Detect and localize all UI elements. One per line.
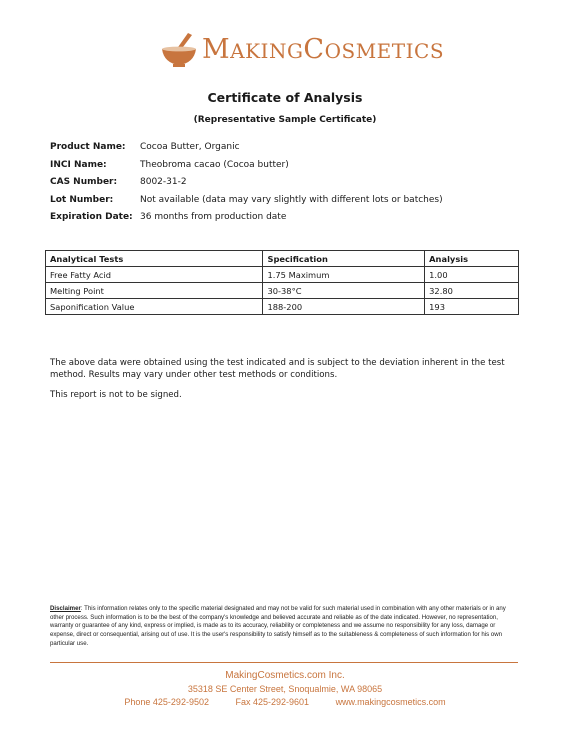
disclaimer (50, 605, 520, 649)
info-label: Expiration Date: (50, 212, 133, 222)
document-title: Certificate of Analysis (207, 90, 363, 105)
disclaimer-label: Disclaimer (50, 605, 81, 612)
footer-phone: Phone 425-292-9502 (124, 697, 209, 707)
info-row-product-name (50, 142, 443, 160)
table-cell: Melting Point (46, 283, 263, 299)
info-value: 36 months from production date (140, 212, 287, 222)
column-header: Analysis (425, 251, 519, 267)
footer-company: MakingCosmetics.com Inc. (225, 670, 345, 681)
info-value: Theobroma cacao (Cocoa butter) (140, 159, 289, 170)
table-cell: 193 (425, 299, 519, 315)
mortar-pestle-icon (158, 29, 200, 69)
table-row (46, 267, 519, 283)
info-label: Product Name: (50, 142, 126, 152)
info-label: Lot Number: (50, 194, 114, 205)
info-value: Cocoa Butter, Organic (140, 142, 240, 152)
info-label: INCI Name: (50, 159, 107, 170)
table-cell: 32.80 (425, 283, 519, 299)
company-logo (158, 28, 445, 70)
table-row (46, 283, 519, 299)
footer-fax: Fax 425-292-9601 (235, 697, 310, 707)
info-row-inci-name (50, 160, 443, 178)
document-subtitle: (Representative Sample Certificate) (193, 115, 377, 125)
table-header-row (46, 251, 519, 267)
table-cell: Saponification Value (46, 299, 263, 315)
info-row-expiration-date (50, 212, 443, 230)
notes-paragraph: The above data were obtained using the test indicated and is subject to the deviation inherent in the test method. Results may vary under other test methods or conditions. (50, 358, 505, 380)
table-row (46, 299, 519, 315)
info-label: CAS Number: (50, 177, 118, 187)
table-cell: 1.00 (425, 267, 519, 283)
column-header: Analytical Tests (46, 251, 263, 267)
analysis-table (45, 250, 519, 315)
product-info (50, 142, 443, 230)
disclaimer-text: : This information relates only to the specific material designated and may not be valid for such material used in combination with any other materials or in any other process. Such information is to be the best of the company's knowledge and believed accurate and reliable as of the date indicated. However, no representation, warranty or guarantee of any kind, express or implied, is made as to its accuracy, reliability or completeness and we assume no responsibility for any loss, damage or expense, direct or consequential, arising out of use. It is the user's responsibility to satisfy himself as to the suitableness & completeness of such information for his own particular use. (50, 605, 506, 647)
info-value: 8002-31-2 (140, 177, 187, 187)
info-row-lot-number (50, 195, 443, 213)
footer-address: 35318 SE Center Street, Snoqualmie, WA 98065 (187, 684, 383, 694)
footer-website[interactable]: www.makingcosmetics.com (335, 697, 446, 707)
table-cell: 1.75 Maximum (263, 267, 425, 283)
table-cell: 188-200 (263, 299, 425, 315)
footer-divider (50, 662, 518, 663)
info-row-cas-number (50, 177, 443, 195)
column-header: Specification (263, 251, 425, 267)
table-cell: 30-38°C (263, 283, 425, 299)
notes-paragraph: This report is not to be signed. (50, 390, 182, 400)
footer-contact (50, 697, 520, 707)
table-cell: Free Fatty Acid (46, 267, 263, 283)
brand-wordmark: MAKINGCOSMETICS (202, 33, 445, 65)
notes (50, 357, 520, 409)
info-value: Not available (data may vary slightly with different lots or batches) (140, 194, 443, 205)
